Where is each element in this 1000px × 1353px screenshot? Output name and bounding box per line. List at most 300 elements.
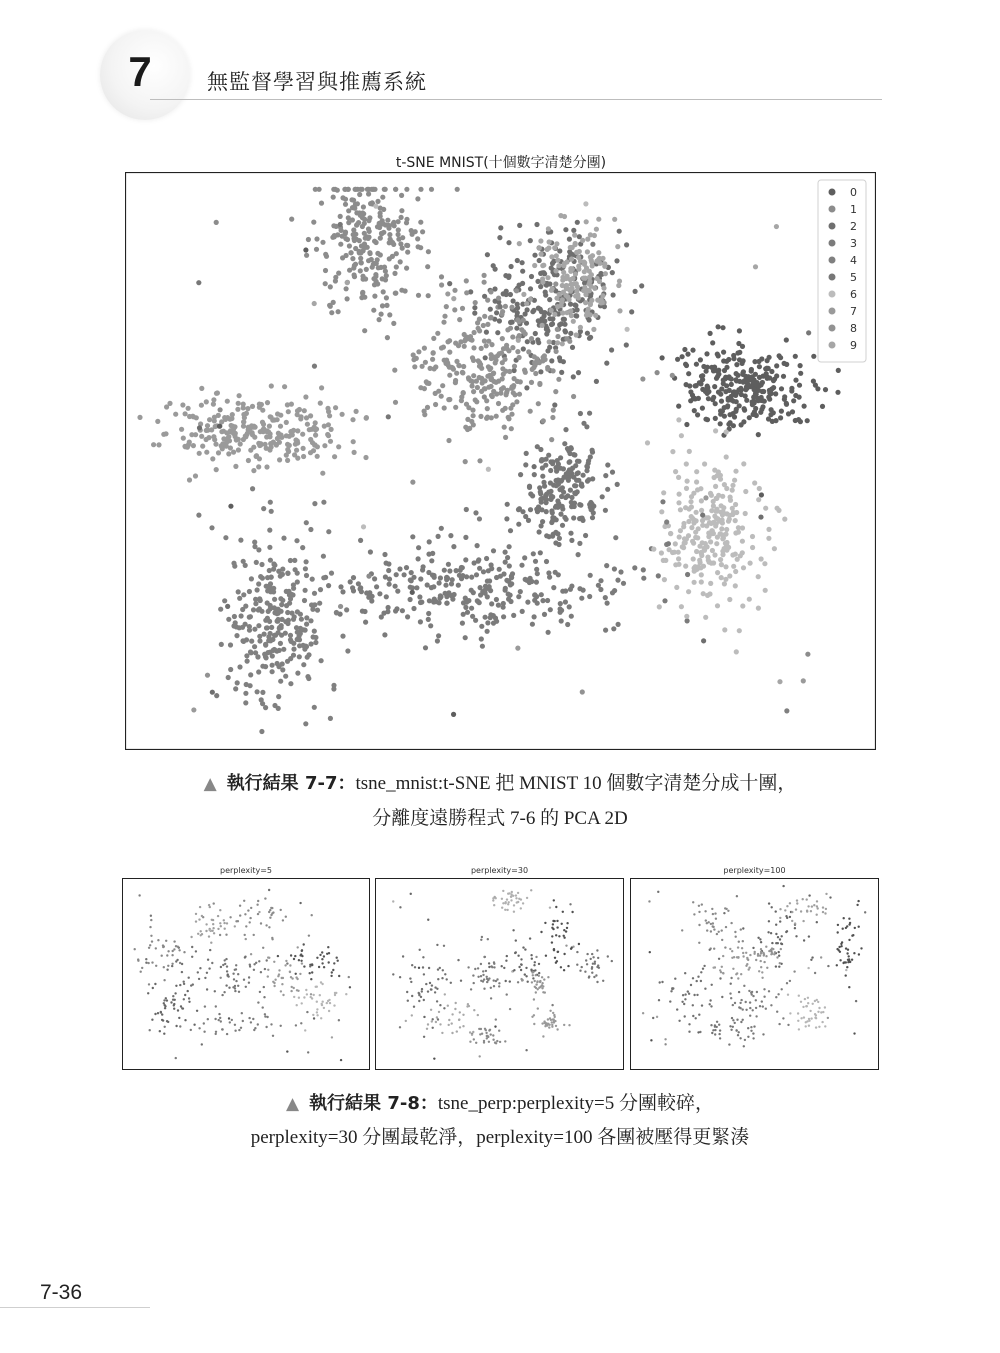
point	[255, 587, 260, 592]
point	[297, 990, 299, 992]
point	[404, 266, 409, 271]
point	[773, 391, 778, 396]
point	[684, 536, 689, 541]
point	[418, 992, 420, 994]
point	[710, 548, 715, 553]
point	[320, 1017, 322, 1019]
point	[731, 423, 736, 428]
point	[611, 292, 616, 297]
point	[340, 1059, 342, 1061]
point	[361, 277, 366, 282]
point	[710, 1024, 712, 1026]
point	[429, 187, 434, 192]
point	[250, 486, 255, 491]
point	[209, 949, 211, 951]
point	[718, 1024, 720, 1026]
point	[368, 549, 373, 554]
point	[411, 964, 413, 966]
point	[366, 573, 371, 578]
point	[700, 512, 705, 517]
point	[547, 976, 549, 978]
point	[338, 604, 343, 609]
point	[555, 505, 560, 510]
point	[298, 416, 303, 421]
point	[303, 965, 305, 967]
point	[257, 443, 262, 448]
point	[488, 1041, 490, 1043]
point	[784, 708, 789, 713]
point	[478, 414, 483, 419]
point	[686, 371, 691, 376]
point	[427, 539, 432, 544]
legend-label-8: 8	[850, 322, 857, 335]
point	[445, 601, 450, 606]
point	[405, 614, 410, 619]
point	[149, 926, 151, 928]
point	[802, 920, 804, 922]
point	[238, 538, 243, 543]
point	[452, 288, 457, 293]
point	[737, 350, 742, 355]
point	[763, 996, 765, 998]
point	[497, 567, 502, 572]
point	[495, 353, 500, 358]
point	[527, 484, 532, 489]
point	[505, 388, 510, 393]
point	[511, 298, 516, 303]
point	[755, 959, 757, 961]
point	[349, 250, 354, 255]
point	[351, 575, 356, 580]
point	[657, 891, 659, 893]
point	[433, 1057, 435, 1059]
point	[528, 491, 533, 496]
point	[506, 592, 511, 597]
point	[273, 985, 275, 987]
point	[820, 1011, 822, 1013]
point	[555, 1025, 557, 1027]
point	[779, 386, 784, 391]
point	[772, 546, 777, 551]
legend-label-3: 3	[850, 237, 857, 250]
point	[245, 406, 250, 411]
point	[473, 1009, 475, 1011]
point	[489, 1029, 491, 1031]
point	[547, 575, 552, 580]
point	[501, 291, 506, 296]
point	[244, 934, 246, 936]
point	[213, 442, 218, 447]
point	[815, 386, 820, 391]
point	[298, 997, 300, 999]
point	[340, 589, 345, 594]
point	[319, 658, 324, 663]
point	[285, 458, 290, 463]
point	[265, 400, 270, 405]
point	[145, 958, 147, 960]
legend-label-5: 5	[850, 271, 857, 284]
point	[273, 961, 275, 963]
perplexity-panel-5	[122, 866, 370, 1071]
point	[488, 966, 490, 968]
chapter-number: 7	[128, 48, 152, 95]
point	[676, 556, 681, 561]
point	[587, 269, 592, 274]
point	[676, 500, 681, 505]
point	[550, 316, 555, 321]
point	[211, 397, 216, 402]
point	[233, 978, 235, 980]
point	[293, 987, 295, 989]
point	[576, 370, 581, 375]
point	[441, 320, 446, 325]
point	[848, 918, 850, 920]
point	[257, 1001, 259, 1003]
point	[230, 424, 235, 429]
point	[237, 596, 242, 601]
point	[439, 274, 444, 279]
point	[758, 970, 760, 972]
point	[520, 609, 525, 614]
point	[568, 468, 573, 473]
point	[207, 959, 209, 961]
point	[167, 1021, 169, 1023]
point	[206, 972, 208, 974]
point	[249, 917, 251, 919]
point	[565, 930, 567, 932]
point	[699, 498, 704, 503]
point	[243, 691, 248, 696]
point	[450, 577, 455, 582]
point	[666, 541, 671, 546]
point	[348, 976, 350, 978]
point	[406, 991, 408, 993]
point	[303, 943, 305, 945]
point	[427, 990, 429, 992]
point	[843, 917, 845, 919]
point	[338, 1019, 340, 1021]
point	[161, 955, 163, 957]
point	[270, 907, 272, 909]
point	[372, 294, 377, 299]
point	[437, 978, 439, 980]
point	[757, 364, 762, 369]
point	[221, 1028, 223, 1030]
point	[531, 551, 536, 556]
point	[505, 555, 510, 560]
point	[383, 574, 388, 579]
point	[694, 549, 699, 554]
point	[492, 899, 494, 901]
point	[851, 935, 853, 937]
point	[260, 922, 262, 924]
point	[823, 387, 828, 392]
point	[162, 1019, 164, 1021]
point	[472, 305, 477, 310]
point	[681, 545, 686, 550]
point	[310, 996, 312, 998]
point	[709, 531, 714, 536]
point	[782, 1017, 784, 1019]
point	[581, 421, 586, 426]
point	[571, 394, 576, 399]
point	[534, 986, 536, 988]
point	[493, 966, 495, 968]
point	[427, 919, 429, 921]
point	[471, 389, 476, 394]
point	[545, 348, 550, 353]
point	[680, 354, 685, 359]
point	[684, 382, 689, 387]
point	[796, 902, 798, 904]
point	[337, 960, 339, 962]
point	[515, 894, 517, 896]
point	[846, 952, 848, 954]
point	[402, 955, 404, 957]
point	[392, 368, 397, 373]
point	[257, 638, 262, 643]
point	[787, 994, 789, 996]
point	[280, 990, 282, 992]
point	[740, 371, 745, 376]
point	[423, 973, 425, 975]
point	[479, 389, 484, 394]
caption-7-7-label: 執行結果 7-7：	[226, 773, 356, 794]
point	[736, 530, 741, 535]
point	[304, 573, 309, 578]
point	[312, 629, 317, 634]
point	[306, 1011, 308, 1013]
point	[380, 276, 385, 281]
point	[713, 401, 718, 406]
point	[798, 995, 800, 997]
point	[362, 217, 367, 222]
point	[441, 345, 446, 350]
point	[532, 614, 537, 619]
point	[775, 506, 780, 511]
point	[223, 922, 225, 924]
point	[418, 600, 423, 605]
point	[756, 497, 761, 502]
point	[340, 234, 345, 239]
point	[564, 310, 569, 315]
point	[492, 1039, 494, 1041]
point	[697, 976, 699, 978]
point	[270, 653, 275, 658]
point	[494, 1025, 496, 1027]
footer-divider	[0, 1307, 150, 1308]
point	[565, 622, 570, 627]
point	[747, 1027, 749, 1029]
point	[511, 383, 516, 388]
point	[549, 288, 554, 293]
point	[688, 398, 693, 403]
point	[539, 523, 544, 528]
point	[719, 977, 721, 979]
point	[727, 910, 729, 912]
point	[741, 419, 746, 424]
point	[311, 220, 316, 225]
point	[215, 1005, 217, 1007]
point	[264, 1013, 266, 1015]
point	[436, 1016, 438, 1018]
header-divider	[150, 99, 882, 100]
point	[702, 387, 707, 392]
point	[720, 552, 725, 557]
point	[252, 644, 257, 649]
point	[687, 449, 692, 454]
point	[779, 938, 781, 940]
point	[271, 648, 276, 653]
point	[268, 558, 273, 563]
point	[175, 945, 177, 947]
point	[808, 1018, 810, 1020]
point	[411, 352, 416, 357]
point	[610, 270, 615, 275]
point	[771, 942, 773, 944]
point	[252, 627, 257, 632]
point	[712, 365, 717, 370]
point	[482, 970, 484, 972]
point	[538, 963, 540, 965]
point	[552, 402, 557, 407]
point	[338, 584, 343, 589]
point	[721, 996, 723, 998]
point	[462, 1014, 464, 1016]
point	[426, 249, 431, 254]
point	[724, 359, 729, 364]
point	[676, 475, 681, 480]
point	[423, 999, 425, 1001]
point	[256, 581, 261, 586]
point	[320, 471, 325, 476]
point	[748, 561, 753, 566]
point	[499, 1041, 501, 1043]
point	[588, 976, 590, 978]
point	[336, 444, 341, 449]
point	[264, 968, 266, 970]
legend-marker-8	[829, 325, 836, 332]
point	[425, 983, 427, 985]
point	[839, 951, 841, 953]
point	[504, 902, 506, 904]
point	[836, 368, 841, 373]
point	[269, 509, 274, 514]
point	[374, 261, 379, 266]
point	[486, 981, 488, 983]
point	[163, 999, 165, 1001]
plot-frame	[631, 879, 879, 1070]
point	[603, 628, 608, 633]
point	[448, 1024, 450, 1026]
point	[269, 625, 274, 630]
point	[313, 1017, 315, 1019]
point	[447, 1005, 449, 1007]
point	[271, 938, 273, 940]
point	[312, 364, 317, 369]
point	[684, 486, 689, 491]
point	[708, 331, 713, 336]
point	[149, 944, 151, 946]
point	[538, 447, 543, 452]
point	[488, 315, 493, 320]
point	[684, 972, 686, 974]
point	[745, 1009, 747, 1011]
point	[284, 964, 286, 966]
point	[333, 962, 335, 964]
point	[509, 264, 514, 269]
point	[188, 997, 190, 999]
point	[276, 694, 281, 699]
point	[616, 283, 621, 288]
point	[730, 1029, 732, 1031]
point	[752, 359, 757, 364]
point	[563, 1024, 565, 1026]
point	[302, 408, 307, 413]
point	[478, 592, 483, 597]
point	[257, 456, 262, 461]
point	[402, 572, 407, 577]
point	[520, 509, 525, 514]
point	[509, 1008, 511, 1010]
point	[245, 659, 250, 664]
point	[673, 469, 678, 474]
point	[438, 1011, 440, 1013]
point	[220, 446, 225, 451]
point	[496, 1040, 498, 1042]
point	[338, 222, 343, 227]
point	[512, 895, 514, 897]
point	[346, 215, 351, 220]
point	[297, 654, 302, 659]
point	[462, 332, 467, 337]
point	[618, 569, 623, 574]
point	[439, 967, 441, 969]
point	[621, 581, 626, 586]
point	[465, 336, 470, 341]
point	[702, 461, 707, 466]
point	[713, 416, 718, 421]
point	[530, 622, 535, 627]
point	[712, 514, 717, 519]
point	[243, 700, 248, 705]
point	[702, 546, 707, 551]
point	[338, 975, 340, 977]
point	[299, 902, 301, 904]
point	[420, 229, 425, 234]
point	[737, 946, 739, 948]
point	[541, 976, 543, 978]
point	[277, 955, 279, 957]
point	[477, 967, 479, 969]
point	[275, 661, 280, 666]
point	[212, 927, 214, 929]
point	[326, 953, 328, 955]
point	[184, 994, 186, 996]
point	[698, 486, 703, 491]
point	[175, 1025, 177, 1027]
point	[316, 1001, 318, 1003]
point	[742, 940, 744, 942]
point	[353, 262, 358, 267]
point	[774, 363, 779, 368]
point	[332, 234, 337, 239]
point	[266, 429, 271, 434]
point	[679, 604, 684, 609]
point	[497, 318, 502, 323]
point	[297, 637, 302, 642]
point	[661, 558, 666, 563]
